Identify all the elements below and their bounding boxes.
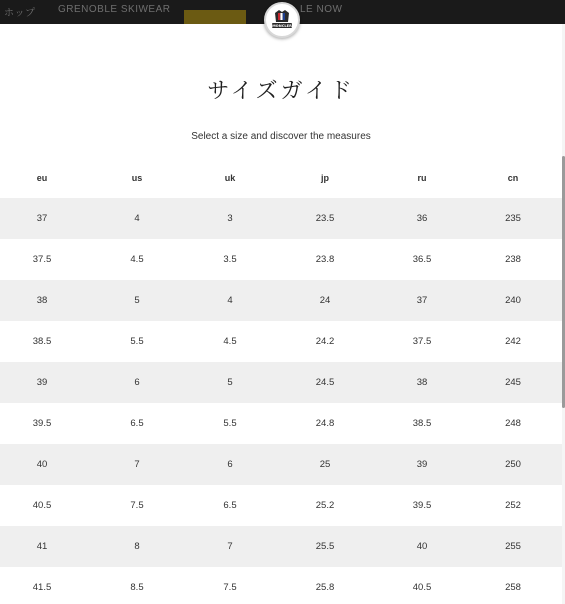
column-header-cn: cn xyxy=(507,173,519,183)
size-cell-uk: 6 xyxy=(227,459,233,470)
size-cell-jp: 24.5 xyxy=(315,377,335,388)
size-cell-us: 5 xyxy=(134,295,140,306)
size-cell-eu: 38.5 xyxy=(32,336,52,347)
size-cell-uk: 7 xyxy=(227,541,233,552)
size-cell-us: 4 xyxy=(134,213,140,224)
size-cell-uk: 4.5 xyxy=(223,336,237,347)
size-cell-jp: 25.2 xyxy=(315,500,335,511)
table-header-row xyxy=(0,158,562,198)
size-cell-cn: 240 xyxy=(505,295,521,306)
size-cell-ru: 36 xyxy=(416,213,428,224)
column-header-ru: ru xyxy=(417,173,427,183)
size-cell-uk: 3.5 xyxy=(223,254,237,265)
column-header-eu: eu xyxy=(36,173,48,183)
logo-icon xyxy=(266,4,298,36)
size-cell-cn: 252 xyxy=(505,500,521,511)
table-row[interactable] xyxy=(0,485,562,526)
subtitle: Select a size and discover the measures xyxy=(191,131,371,142)
size-cell-eu: 38 xyxy=(36,295,48,306)
size-cell-eu: 39.5 xyxy=(32,418,52,429)
size-cell-jp: 25 xyxy=(319,459,331,470)
background-nav-text: ホップ xyxy=(4,8,36,19)
size-cell-us: 5.5 xyxy=(130,336,144,347)
size-cell-jp: 25.8 xyxy=(315,582,335,593)
table-row[interactable] xyxy=(0,403,562,444)
size-cell-cn: 258 xyxy=(505,582,521,593)
size-cell-cn: 250 xyxy=(505,459,521,470)
size-table xyxy=(0,158,562,604)
size-cell-ru: 36.5 xyxy=(412,254,432,265)
size-cell-uk: 6.5 xyxy=(223,500,237,511)
page-title: サイズガイド xyxy=(207,79,355,104)
size-cell-eu: 39 xyxy=(36,377,48,388)
table-row[interactable] xyxy=(0,444,562,485)
size-cell-ru: 40.5 xyxy=(412,582,432,593)
size-cell-us: 7.5 xyxy=(130,500,144,511)
size-cell-jp: 23.5 xyxy=(315,213,335,224)
table-row[interactable] xyxy=(0,362,562,403)
size-cell-jp: 24 xyxy=(319,295,331,306)
column-header-uk: uk xyxy=(224,173,236,183)
column-header-us: us xyxy=(131,173,143,183)
size-cell-uk: 5 xyxy=(227,377,233,388)
size-cell-eu: 41 xyxy=(36,541,48,552)
size-cell-cn: 255 xyxy=(505,541,521,552)
size-cell-cn: 242 xyxy=(505,336,521,347)
size-cell-cn: 235 xyxy=(505,213,521,224)
moncler-logo xyxy=(264,2,300,38)
table-row[interactable] xyxy=(0,239,562,280)
table-row[interactable] xyxy=(0,567,562,604)
size-cell-us: 8 xyxy=(134,541,140,552)
size-cell-uk: 7.5 xyxy=(223,582,237,593)
logo-text: MONCLER xyxy=(272,24,292,28)
table-row[interactable] xyxy=(0,198,562,239)
size-cell-cn: 238 xyxy=(505,254,521,265)
size-cell-cn: 245 xyxy=(505,377,521,388)
table-row[interactable] xyxy=(0,321,562,362)
size-cell-ru: 39 xyxy=(416,459,428,470)
size-cell-uk: 5.5 xyxy=(223,418,237,429)
table-row[interactable] xyxy=(0,280,562,321)
size-cell-eu: 37 xyxy=(36,213,48,224)
size-cell-ru: 38 xyxy=(416,377,428,388)
size-cell-jp: 25.5 xyxy=(315,541,335,552)
size-cell-uk: 4 xyxy=(227,295,233,306)
size-cell-eu: 37.5 xyxy=(32,254,52,265)
size-cell-eu: 41.5 xyxy=(32,582,52,593)
size-cell-eu: 40.5 xyxy=(32,500,52,511)
size-cell-uk: 3 xyxy=(227,213,233,224)
size-cell-ru: 37.5 xyxy=(412,336,432,347)
size-cell-us: 4.5 xyxy=(130,254,144,265)
table-row[interactable] xyxy=(0,526,562,567)
table-body xyxy=(0,198,562,604)
background-right-text: LE NOW xyxy=(300,4,343,15)
size-cell-ru: 40 xyxy=(416,541,428,552)
size-cell-ru: 39.5 xyxy=(412,500,432,511)
size-cell-us: 6 xyxy=(134,377,140,388)
size-cell-us: 8.5 xyxy=(130,582,144,593)
size-cell-ru: 37 xyxy=(416,295,428,306)
size-cell-cn: 248 xyxy=(505,418,521,429)
background-product-text: GRENOBLE SKIWEAR xyxy=(58,4,171,15)
size-cell-us: 6.5 xyxy=(130,418,144,429)
size-cell-eu: 40 xyxy=(36,459,48,470)
size-cell-us: 7 xyxy=(134,459,140,470)
background-accent-button xyxy=(184,10,246,24)
size-guide-modal xyxy=(0,24,562,604)
size-cell-jp: 24.2 xyxy=(315,336,335,347)
size-cell-jp: 23.8 xyxy=(315,254,335,265)
column-header-jp: jp xyxy=(321,173,329,183)
size-cell-jp: 24.8 xyxy=(315,418,335,429)
size-cell-ru: 38.5 xyxy=(412,418,432,429)
